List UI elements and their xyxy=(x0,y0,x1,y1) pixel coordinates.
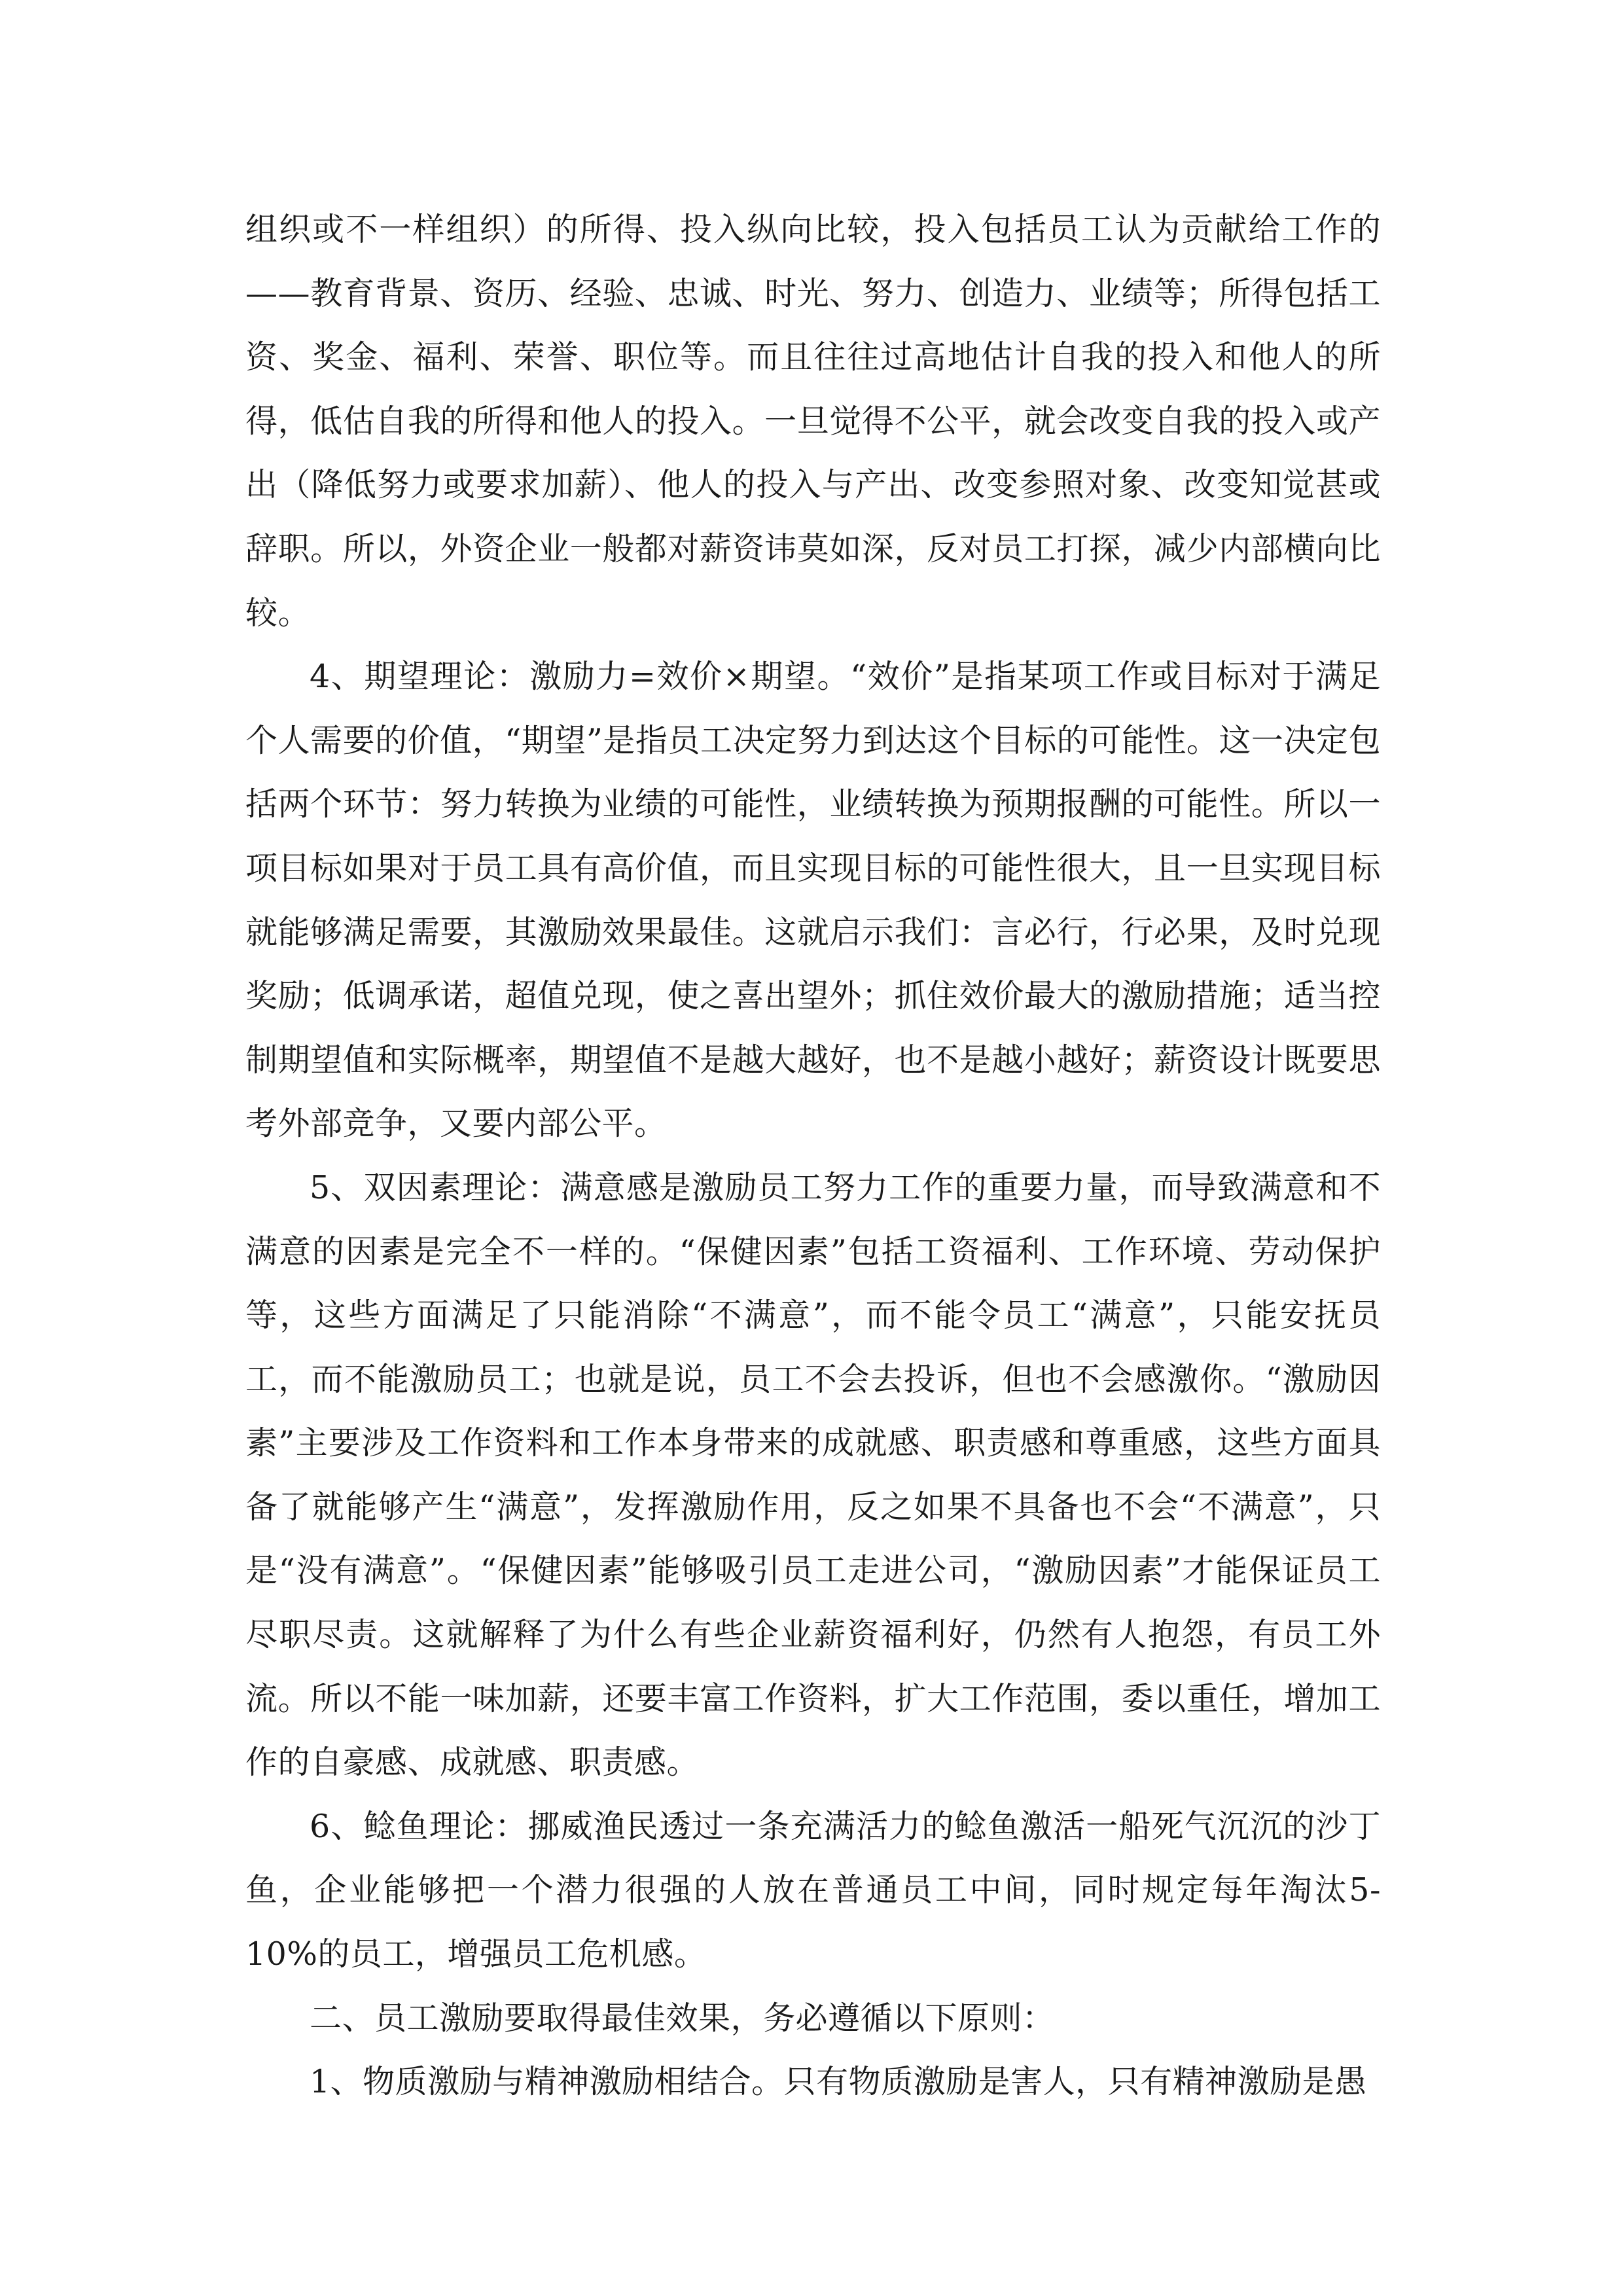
paragraph-principle-1: 1、物质激励与精神激励相结合。只有物质激励是害人，只有精神激励是愚 xyxy=(310,2063,1367,2101)
paragraph-equity-theory-continued: 组织或不一样组织）的所得、投入纵向比较，投入包括员工认为贡献给工作的——教育背景、资历、经验、忠诚、时光、努力、创造力、业绩等；所得包括工资、奖金、福利、荣誉、职位等。而且往往过高地估计自我的投入和他人的所得，低估自我的所得和他人的投入。一旦觉得不公平，就会改变自我的投入或产出（降低努力或要求加薪）、他人的投入与产出、改变参照对象、改变知觉甚或辞职。所以，外资企业一般都对薪资讳莫如深，反对员工打探，减少内部横向比较。 xyxy=(245,211,1381,632)
section-heading-principles: 二、员工激励要取得最佳效果，务必遵循以下原则： xyxy=(310,1999,1055,2037)
paragraph-catfish-theory: 6、鲶鱼理论：挪威渔民透过一条充满活力的鲶鱼激活一船死气沉沉的沙丁鱼，企业能够把一个潜力很强的人放在普通员工中间，同时规定每年淘汰5-10%的员工，增强员工危机感。 xyxy=(245,1807,1381,1973)
document-body xyxy=(245,198,1381,2114)
paragraph-expectancy-theory: 4、期望理论：激励力=效价×期望。“效价”是指某项工作或目标对于满足个人需要的价值，“期望”是指员工决定努力到达这个目标的可能性。这一决定包括两个环节：努力转换为业绩的可能性，业绩转换为预期报酬的可能性。所以一项目标如果对于员工具有高价值，而且实现目标的可能性很大，且一旦实现目标就能够满足需要，其激励效果最佳。这就启示我们：言必行，行必果，及时兑现奖励；低调承诺，超值兑现，使之喜出望外；抓住效价最大的激励措施；适当控制期望值和实际概率，期望值不是越大越好，也不是越小越好；薪资设计既要思考外部竞争，又要内部公平。 xyxy=(245,658,1381,1143)
paragraph-two-factor-theory: 5、双因素理论：满意感是激励员工努力工作的重要力量，而导致满意和不满意的因素是完全不一样的。“保健因素”包括工资福利、工作环境、劳动保护等，这些方面满足了只能消除“不满意”，而不能令员工“满意”，只能安抚员工，而不能激励员工；也就是说，员工不会去投诉，但也不会感激你。“激励因素”主要涉及工作资料和工作本身带来的成就感、职责感和尊重感，这些方面具备了就能够产生“满意”，发挥激励作用，反之如果不具备也不会“不满意”，只是“没有满意”。“保健因素”能够吸引员工走进公司，“激励因素”才能保证员工尽职尽责。这就解释了为什么有些企业薪资福利好，仍然有人抱怨，有员工外流。所以不能一味加薪，还要丰富工作资料，扩大工作范围，委以重任，增加工作的自豪感、成就感、职责感。 xyxy=(245,1168,1381,1782)
